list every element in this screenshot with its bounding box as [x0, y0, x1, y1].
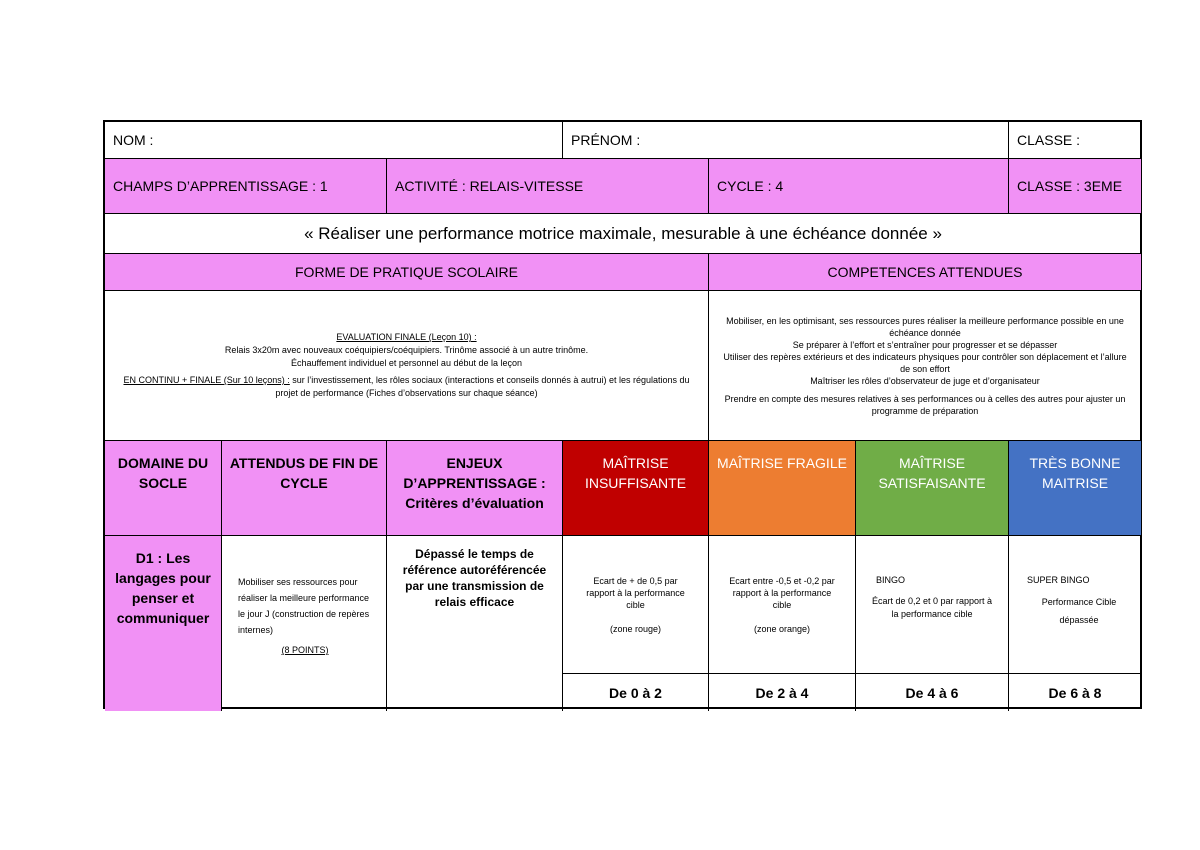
champs-cell	[105, 159, 387, 214]
competence-item: Utiliser des repères extérieurs et des indicateurs physiques pour contrôler son déplacement et l’allure de son effort	[723, 351, 1127, 374]
classe-field[interactable]	[1009, 122, 1141, 159]
tres-bonne-text: Performance Cible dépassée	[1041, 597, 1117, 625]
super-bingo-title: SUPER BINGO	[1027, 575, 1090, 585]
insuffisante-cell	[563, 536, 709, 674]
tres-bonne-cell	[1009, 536, 1141, 674]
nom-field[interactable]	[105, 122, 563, 159]
prenom-field[interactable]	[563, 122, 1009, 159]
bingo-title: BINGO	[876, 575, 906, 585]
attendus-text: Mobiliser ses ressources pour réaliser la meilleure performance le jour J (construction de repères internes)	[238, 577, 370, 635]
score-insuffisante: De 0 à 2	[563, 674, 709, 711]
activite-label: ACTIVITÉ : RELAIS-VITESSE	[395, 178, 584, 194]
continu-title: EN CONTINU + FINALE (Sur 10 leçons) :	[123, 375, 290, 385]
competence-item: Mobiliser, en les optimisant, ses ressources pures réaliser la meilleure performance possible en une échéance donnée	[726, 315, 1124, 338]
nom-label: NOM :	[113, 132, 154, 148]
enjeux-cell: Dépassé le temps de référence autoréférencée par une transmission de relais efficace	[387, 536, 563, 711]
domaine-header: DOMAINE DU SOCLE	[105, 441, 222, 536]
competence-item: Se préparer à l’effort et s’entraîner pour progresser et se dépasser	[792, 339, 1058, 350]
attendus-header: ATTENDUS DE FIN DE CYCLE	[222, 441, 387, 536]
enjeux-subtitle: Critères d’évaluation	[405, 495, 544, 511]
satisfaisante-text: Écart de 0,2 et 0 par rapport à la performance cible	[871, 596, 993, 619]
fragile-zone: (zone orange)	[753, 623, 811, 634]
points-label: (8 POINTS)	[281, 645, 329, 655]
enjeux-title: ENJEUX D’APPRENTISSAGE :	[403, 455, 546, 491]
eval-finale-title: EVALUATION FINALE (Leçon 10) :	[336, 332, 477, 342]
score-tres-bonne: De 6 à 8	[1048, 684, 1102, 701]
competences-header: COMPETENCES ATTENDUES	[709, 254, 1141, 291]
cycle-cell	[709, 159, 1009, 214]
fragile-text: Ecart entre -0,5 et -0,2 par rapport à la performance cible	[729, 575, 835, 610]
insuffisante-zone: (zone rouge)	[609, 623, 662, 634]
continu-text: sur l’investissement, les rôles sociaux (interactions et conseils donnés à autrui) et les régulations du projet de performance (Fiches d’observations sur chaque séance)	[275, 375, 690, 398]
classe-level-cell	[1009, 159, 1141, 214]
domaine-cell: D1 : Les langages pour penser et communiquer	[105, 536, 222, 711]
classe-level-label: CLASSE : 3EME	[1017, 178, 1123, 194]
eval-line-2: Échauffement individuel et personnel au début de la leçon	[291, 358, 522, 368]
classe-label: CLASSE :	[1017, 132, 1081, 148]
eval-line-1: Relais 3x20m avec nouveaux coéquipiers/coéquipiers. Trinôme associé à un autre trinôme.	[224, 345, 589, 355]
prenom-label: PRÉNOM :	[571, 132, 641, 148]
insuffisante-text: Ecart de + de 0,5 par rapport à la performance cible	[586, 575, 685, 610]
satisfaisante-cell	[856, 536, 1009, 674]
enjeux-header	[387, 441, 563, 536]
insuffisante-header: MAÎTRISE INSUFFISANTE	[563, 441, 709, 536]
competence-item: Prendre en compte des mesures relatives à ses performances ou à celles des autres pour ajuster un programme de préparation	[724, 393, 1126, 416]
tres-bonne-header: TRÈS BONNE MAITRISE	[1009, 441, 1141, 536]
champs-label: CHAMPS D’APPRENTISSAGE : 1	[113, 178, 328, 194]
fragile-cell	[709, 536, 856, 674]
attendus-cell	[222, 536, 387, 711]
objective-quote: « Réaliser une performance motrice maximale, mesurable à une échéance donnée »	[105, 214, 1141, 254]
competences-content	[709, 291, 1141, 441]
forme-content	[105, 291, 709, 441]
activite-cell	[387, 159, 709, 214]
fragile-header: MAÎTRISE FRAGILE	[709, 441, 856, 536]
forme-header: FORME DE PRATIQUE SCOLAIRE	[105, 254, 709, 291]
cycle-label: CYCLE : 4	[717, 178, 784, 194]
competence-item: Maîtriser les rôles d’observateur de juge et d’organisateur	[810, 375, 1040, 386]
evaluation-grid	[103, 120, 1142, 709]
satisfaisante-header: MAÎTRISE SATISFAISANTE	[856, 441, 1009, 536]
score-fragile: De 2 à 4	[709, 674, 856, 711]
score-satisfaisante: De 4 à 6	[856, 674, 1009, 711]
